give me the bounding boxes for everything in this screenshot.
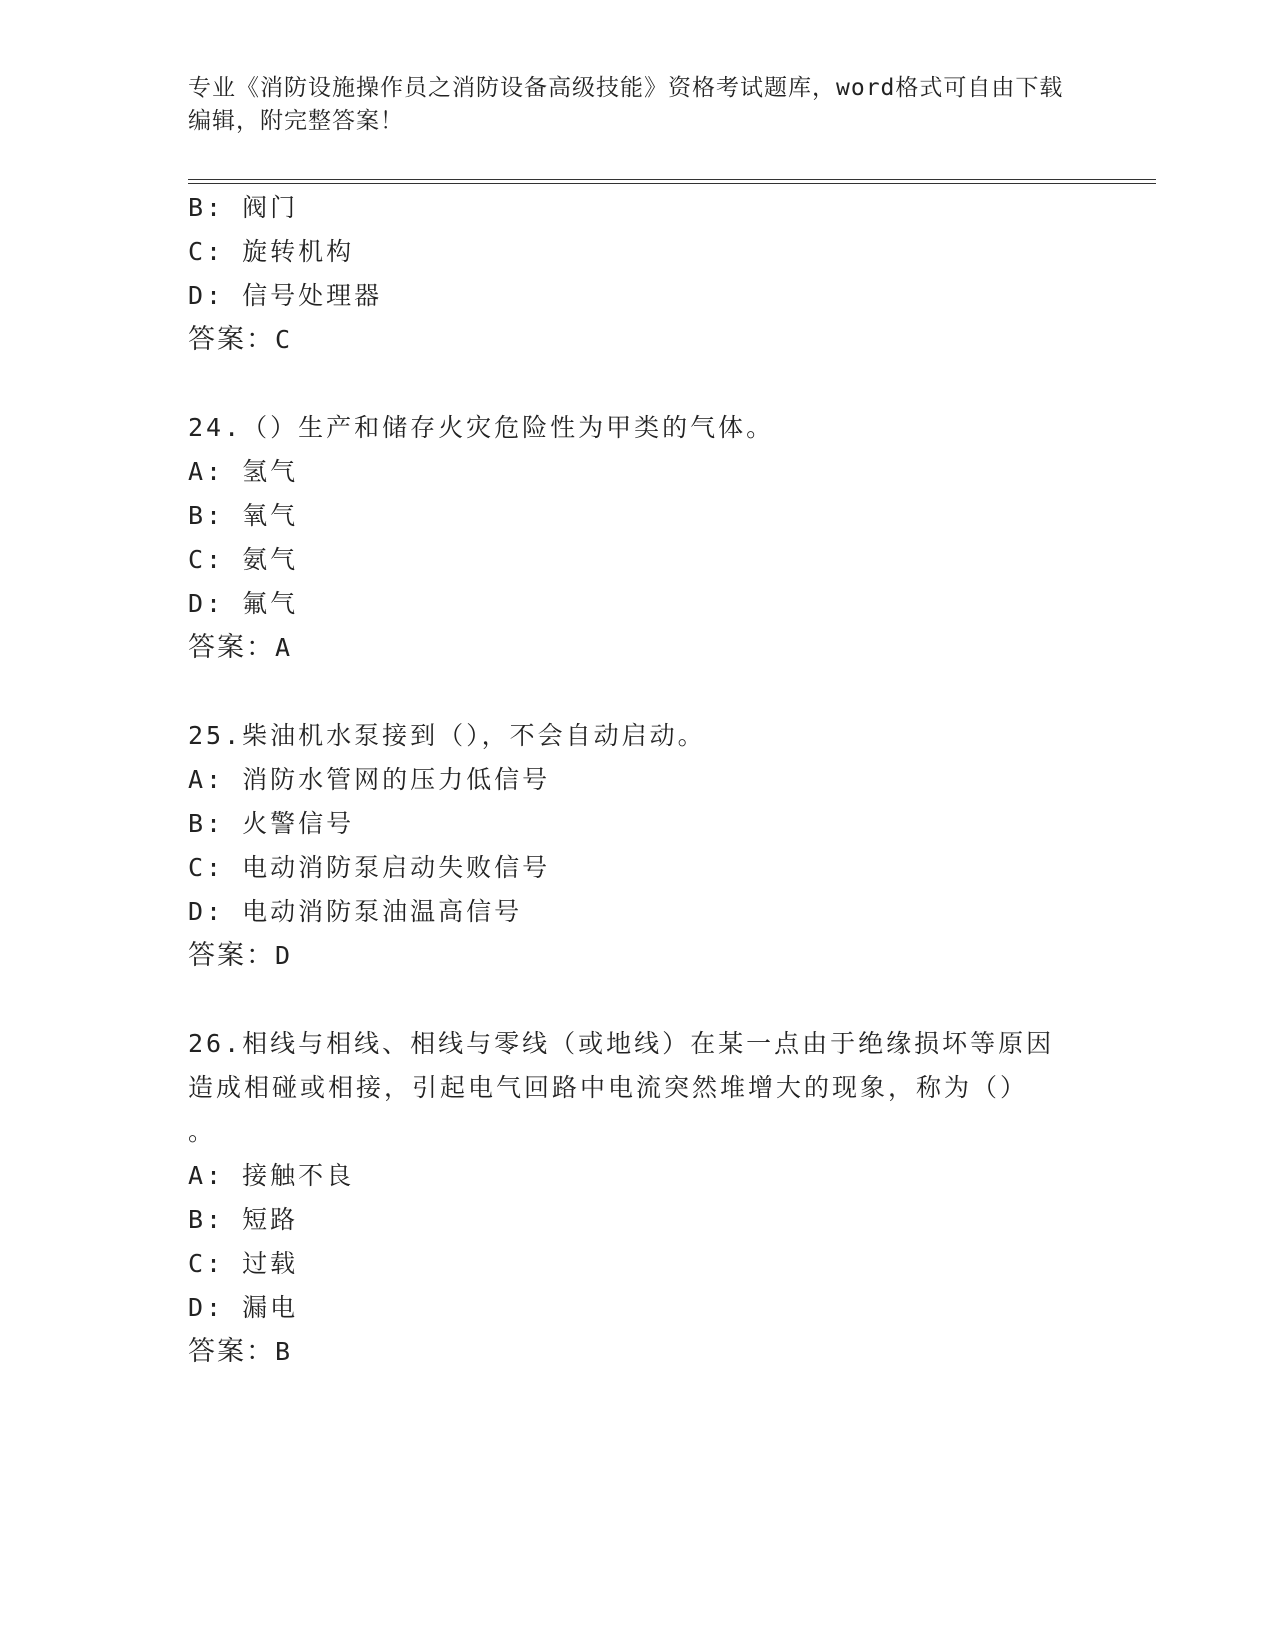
option-label: D:: [188, 281, 225, 310]
answer-line: [188, 632, 293, 664]
option-b: [188, 192, 298, 224]
answer-value: B: [275, 1337, 294, 1366]
question-stem: 24.（）生产和储存火灾危险性为甲类的气体。: [188, 413, 775, 442]
option-label: B:: [188, 501, 225, 530]
answer-value: C: [275, 325, 294, 354]
question-stem: 25.柴油机水泵接到（），不会自动启动。: [188, 721, 706, 750]
option-c: [188, 544, 298, 576]
option-label: A:: [188, 457, 225, 486]
option-text: 氢气: [242, 457, 299, 486]
option-label: D:: [188, 589, 225, 618]
option-d: [188, 588, 298, 620]
header-divider-bottom: [188, 183, 1156, 184]
answer-label: 答案：: [188, 940, 275, 971]
option-label: C:: [188, 545, 225, 574]
answer-line: [188, 324, 293, 356]
option-text: 信号处理器: [242, 281, 383, 310]
option-a: [188, 1160, 354, 1192]
option-label: B:: [188, 809, 225, 838]
document-header: 专业《消防设施操作员之消防设备高级技能》资格考试题库，word格式可自由下载编辑，附完整答案！: [188, 75, 1064, 134]
question-stem-line1: 26.相线与相线、相线与零线（或地线）在某一点由于绝缘损坏等原因: [188, 1029, 1055, 1058]
option-b: [188, 500, 298, 532]
question-stem-line3: 。: [188, 1117, 217, 1146]
option-c: [188, 1248, 298, 1280]
option-c: [188, 236, 354, 268]
option-text: 阀门: [242, 193, 299, 222]
option-d: [188, 1292, 298, 1324]
option-label: A:: [188, 1161, 225, 1190]
option-d: [188, 896, 522, 928]
option-b: [188, 1204, 298, 1236]
option-label: B:: [188, 1205, 225, 1234]
option-label: C:: [188, 237, 225, 266]
option-text: 电动消防泵油温高信号: [242, 897, 523, 926]
option-text: 旋转机构: [242, 237, 355, 266]
answer-label: 答案：: [188, 1336, 275, 1367]
option-text: 漏电: [242, 1293, 299, 1322]
answer-value: A: [275, 633, 294, 662]
option-label: C:: [188, 853, 225, 882]
option-text: 氨气: [242, 545, 299, 574]
option-text: 火警信号: [242, 809, 355, 838]
question-stem-line2: 造成相碰或相接，引起电气回路中电流突然堆增大的现象，称为（）: [188, 1073, 1029, 1102]
answer-value: D: [275, 941, 294, 970]
option-text: 过载: [242, 1249, 299, 1278]
option-a: [188, 456, 298, 488]
option-text: 氧气: [242, 501, 299, 530]
header-divider-top: [188, 179, 1156, 180]
option-text: 电动消防泵启动失败信号: [242, 853, 551, 882]
option-label: D:: [188, 897, 225, 926]
option-text: 氟气: [242, 589, 299, 618]
option-c: [188, 852, 550, 884]
option-text: 短路: [242, 1205, 299, 1234]
option-text: 接触不良: [242, 1161, 355, 1190]
answer-line: [188, 940, 293, 972]
option-label: A:: [188, 765, 225, 794]
answer-label: 答案：: [188, 632, 275, 663]
option-d: [188, 280, 382, 312]
option-label: B:: [188, 193, 225, 222]
option-a: [188, 764, 550, 796]
option-text: 消防水管网的压力低信号: [242, 765, 551, 794]
answer-line: [188, 1336, 293, 1368]
answer-label: 答案：: [188, 324, 275, 355]
option-label: D:: [188, 1293, 225, 1322]
option-b: [188, 808, 354, 840]
option-label: C:: [188, 1249, 225, 1278]
